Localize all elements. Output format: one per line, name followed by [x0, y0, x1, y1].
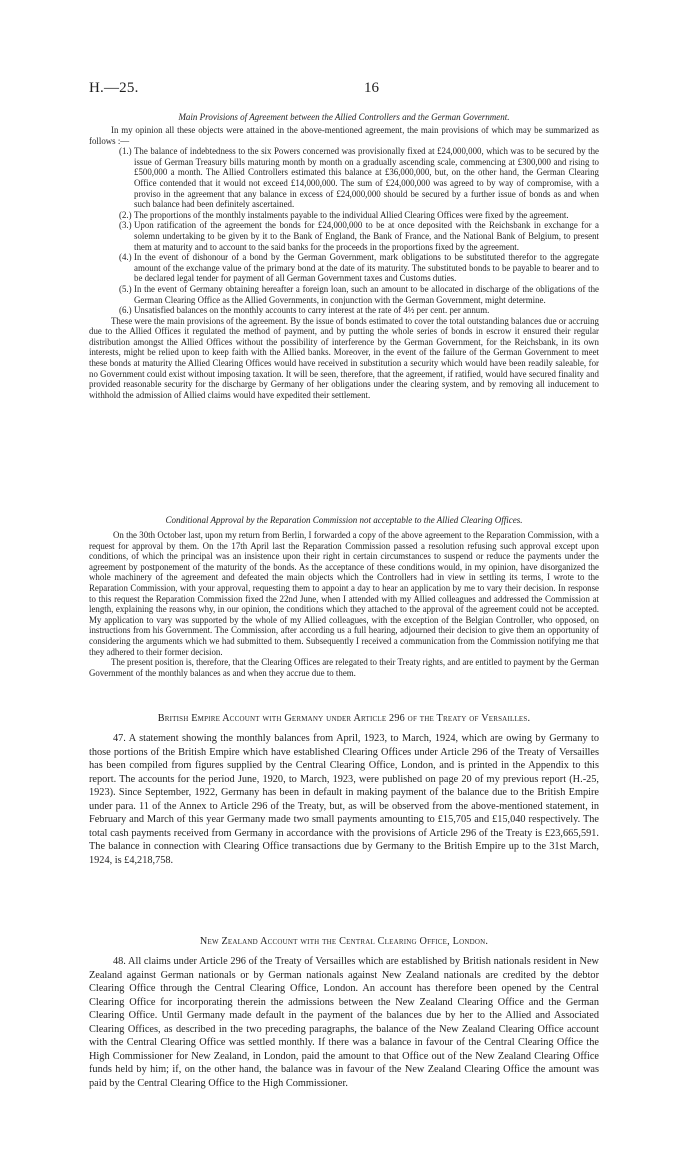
section-heading: New Zealand Account with the Central Clearing Office, London.	[199, 936, 489, 947]
item-number: (4.)	[119, 252, 132, 263]
list-item	[89, 210, 599, 221]
paragraph-48: 48. All claims under Article 296 of the Treaty of Versailles which are established by British nationals resident in New Zealand against German nationals or by German nationals against New Zealand nationals are credited by the debtor Clearing Office through the Central Clearing Office, London. An account has therefore been opened by the Central Clearing Office for incorporating therein the admissions between the New Zealand Clearing Office and the German Clearing Office. Until Germany made default in the payment of the balances due by her to the Allied and Associated Clearing Offices, as described in the two preceding paragraphs, the balance of the New Zealand Clearing Office account with the Central Clearing Office was settled monthly. If there was a balance in favour of the Central Clearing Office the High Commissioner for New Zealand, in London, paid the amount to that Office out of the New Zealand Clearing Office funds held by him; if, on the other hand, the balance was in favour of the New Zealand Clearing Office the amount was paid by the Central Clearing Office to the High Commissioner.	[89, 956, 599, 1089]
paragraph: On the 30th October last, upon my return from Berlin, I forwarded a copy of the above agreement to the Reparation Commission, with a request for approval by them. On the 17th April last the Reparation Commission passed a resolution refusing such approval except upon conditions, of which the principal was an insistence upon their right in certain circumstances to suspend or reduce the payments under the agreement by postponement of the maturity of the bonds. As the acceptance of these conditions would, in my opinion, have disorganized the whole machinery of the agreement and defeated the main objects which the Controllers had in view in settling its terms, I wrote to the Reparation Commission, with your approval, requesting them to appoint a day to hear an application by me to vary their decision. In response to this request the Reparation Commission fixed the 22nd June, when I attended with my Allied colleagues and addressed the Commission at length, explaining the reasons why, in our opinion, the conditions which they attached to the approval of the agreement could not be accepted. My application to vary was supported by the whole of my Allied colleagues, with the exception of the Belgian Controller, who opposed, on instructions from his Government. The Commission, after according us a full hearing, adjourned their decision to give them an opportunity of considering the arguments which we had submitted to them. Subsequently I received a communication from the Commission notifying me that they adhered to their former decision.	[89, 530, 599, 657]
item-number: (2.)	[119, 209, 132, 220]
section-conditional-approval	[89, 515, 599, 678]
item-number: (5.)	[119, 283, 132, 294]
intro-paragraph: In my opinion all these objects were attained in the above-mentioned agreement, the main provisions of which may be summarized as follows :—	[89, 125, 599, 146]
item-number: (3.)	[119, 220, 132, 231]
section-british-empire-account	[89, 713, 599, 867]
item-text: In the event of dishonour of a bond by the German Government, mark obligations to be substituted therefor to the aggregate amount of the exchange value of the primary bond at the date of its maturity. The substituted bonds to be payable to bearer and to be declared legal tender for payment of all German Government taxes and Customs duties.	[134, 252, 599, 284]
item-text: Upon ratification of the agreement the bonds for £24,000,000 to be at once deposited with the Reichsbank in exchange for a solemn undertaking to be given by it to the Bank of England, the Bank of France, and the National Bank of Belgium, to present them at maturity and to account to the said banks for the proceeds in the proportions fixed by the agreement.	[134, 220, 599, 252]
list-item	[89, 252, 599, 284]
page-number: 16	[364, 80, 379, 96]
paragraph-47: 47. A statement showing the monthly balances from April, 1923, to March, 1924, which are owing by Germany to those portions of the British Empire which have established Clearing Offices under Article 296 of the Treaty of Versailles has been compiled from figures supplied by the Central Clearing Office, London, and is printed in the Appendix to this report. The accounts for the period June, 1920, to March, 1923, were published on page 20 of my previous report (H.-25, 1923). Since September, 1922, Germany has been in default in making payment of the balance due to the British Empire under para. 11 of the Annex to Article 296 of the Treaty, but, as will be observed from the above-mentioned statement, in February and March of this year Germany made two small payments amounting to £15,705 and £15,040 respectively. The total cash payments received from Germany in accordance with the provisions of Article 296 of the Treaty is £23,665,591. The balance in connection with Clearing Office transactions due by Germany to the British Empire up to the 31st March, 1924, is £4,218,758.	[89, 733, 599, 866]
item-text: The balance of indebtedness to the six Powers concerned was provisionally fixed at £24,000,000, which was to be secured by the issue of German Treasury bills maturing month by month on a gradually ascending scale, commencing at £300,000 and rising to £500,000 a month. The Allied Controllers estimated this balance at £36,000,000, but, on the other hand, the German Clearing Office contended that it would not exceed £14,000,000. The sum of £24,000,000 was agreed to by way of compromise, with a proviso in the agreement that any balance in excess of £24,000,000 should be secured by a further issue of bonds as and when such balance had been definitely ascertained.	[134, 146, 599, 210]
item-text: In the event of Germany obtaining hereafter a foreign loan, such an amount to be allocated in discharge of the obligations of the German Clearing Office as the Allied Governments, in conjunction with the German Government, might determine.	[134, 283, 599, 305]
section-heading: British Empire Account with Germany under Article 296 of the Treaty of Versailles.	[157, 713, 531, 724]
section-heading: Main Provisions of Agreement between the Allied Controllers and the German Government.	[178, 112, 510, 122]
list-item	[89, 220, 599, 252]
section-main-provisions	[89, 112, 599, 400]
item-number: (1.)	[119, 146, 132, 157]
list-item	[89, 146, 599, 210]
list-item	[89, 305, 599, 316]
paragraph: The present position is, therefore, that the Clearing Offices are relegated to their Treaty rights, and are entitled to payment by the German Government of the monthly balances as and when they accrue due to them.	[89, 657, 599, 678]
item-text: Unsatisfied balances on the monthly accounts to carry interest at the rate of 4½ per cent. per annum.	[134, 305, 490, 316]
list-item	[89, 284, 599, 305]
item-number: (6.)	[119, 305, 132, 316]
closing-paragraph: These were the main provisions of the agreement. By the issue of bonds estimated to cover the total outstanding balances due or accruing due to the Allied Offices it regulated the method of payment, and by putting the whole series of bonds in escrow it ensured their regular distribution amongst the Allied Offices without the possibility of interference by the German Government, for the Reichsbank, in its own interests, might be relied upon to keep faith with the Allied banks. Moreover, in the event of the failure of the German Government to meet these bonds at maturity the Allied Clearing Offices would have received in substitution a security which would have been readily saleable, for no Government could exist without imposing taxation. It will be seen, therefore, that the agreement, if ratified, would have secured finality and provided reasonable security for the discharge by Germany of her obligations under the clearing system, and by removing all inducement to withhold the admission of Allied claims would have expedited their settlement.	[89, 315, 599, 400]
section-new-zealand-account	[89, 936, 599, 1090]
provisions-list	[89, 146, 599, 316]
report-reference: H.—25.	[89, 80, 139, 96]
item-text: The proportions of the monthly instalments payable to the individual Allied Clearing Offices were fixed by the agreement.	[134, 209, 569, 220]
section-heading: Conditional Approval by the Reparation Commission not acceptable to the Allied Clearing Offices.	[165, 515, 523, 525]
